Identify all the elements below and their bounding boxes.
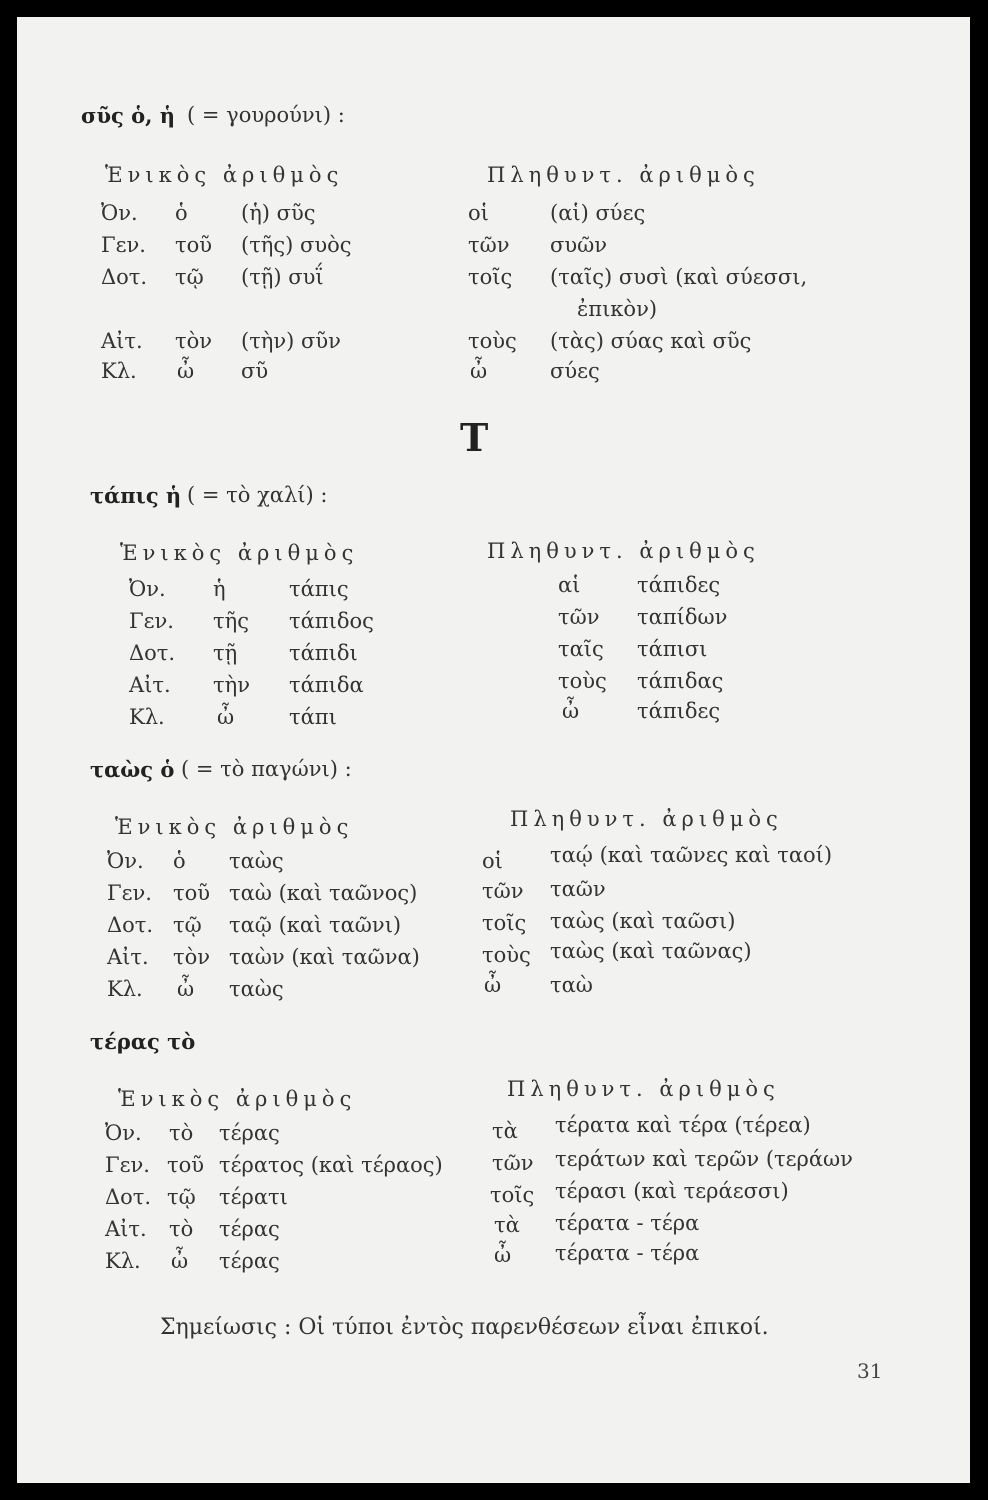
case-label: Ὀν. <box>129 577 166 601</box>
plural-form: τάπιδας <box>637 669 724 693</box>
gloss: ( = γουρούνι) : <box>187 103 345 127</box>
case-label: Κλ. <box>105 1249 141 1273</box>
singular-heading: Ἑνικὸς ἀριθμὸς <box>118 1087 357 1111</box>
plural-article: οἱ <box>468 201 489 225</box>
article: ὁ <box>175 201 188 225</box>
plural-article: τοῖς <box>468 265 513 289</box>
singular-heading: Ἑνικὸς ἀριθμὸς <box>105 163 344 187</box>
case-label: Ὀν. <box>105 1121 142 1145</box>
case-label: Αἰτ. <box>107 945 149 969</box>
plural-form: ταπίδων <box>637 605 728 629</box>
case-label: Γεν. <box>101 233 146 257</box>
plural-form: τέρατα - τέρα <box>555 1241 700 1265</box>
article: τοῦ <box>167 1153 205 1177</box>
plural-article: τοῖς <box>490 1183 535 1207</box>
case-label: Αἰτ. <box>129 673 171 697</box>
plural-article: τοὺς <box>558 669 607 693</box>
note-label: Σημείωσις <box>160 1315 277 1340</box>
plural-article: τῶν <box>468 233 510 257</box>
plural-article: οἱ <box>482 849 503 873</box>
case-label: Δοτ. <box>105 1185 152 1209</box>
article: ὦ <box>171 1249 189 1273</box>
form: τέρατι <box>219 1185 288 1209</box>
article: τῆς <box>213 609 249 633</box>
plural-form: τέρατα - τέρα <box>555 1211 700 1235</box>
headword: σῦς ὁ, ἡ <box>81 103 176 128</box>
article: τὸ <box>169 1121 194 1145</box>
form: ταῷ (καὶ ταῶνι) <box>229 913 402 937</box>
plural-form: ταὼ <box>550 973 593 997</box>
form: ταὼς <box>229 977 284 1001</box>
article: τῷ <box>167 1185 196 1209</box>
note <box>160 1317 769 1339</box>
singular-heading: Ἑνικὸς ἀριθμὸς <box>115 815 354 839</box>
article: τὴν <box>213 673 250 697</box>
plural-article: ὦ <box>494 1243 512 1267</box>
plural-heading: Πληθυντ. ἀριθμὸς <box>507 1077 780 1101</box>
headword: τάπις ἡ <box>90 483 182 508</box>
form: τάπιδα <box>289 673 364 697</box>
plural-article: τοὺς <box>482 943 531 967</box>
plural-heading: Πληθυντ. ἀριθμὸς <box>510 807 783 831</box>
case-label: Κλ. <box>129 705 165 729</box>
headword: τέρας τὸ <box>90 1029 196 1054</box>
form: ταὼς <box>229 849 284 873</box>
case-label: Γεν. <box>105 1153 150 1177</box>
plural-form-continued: ἐπικὸν) <box>577 297 658 321</box>
gloss: ( = τὸ χαλί) : <box>187 483 328 507</box>
case-label: Γεν. <box>129 609 174 633</box>
plural-article: ὦ <box>562 699 580 723</box>
case-label: Δοτ. <box>107 913 154 937</box>
article: ὁ <box>173 849 186 873</box>
book-page <box>17 17 970 1483</box>
plural-form: τέρατα καὶ τέρα (τέρεα) <box>555 1113 811 1137</box>
article: τῷ <box>175 265 204 289</box>
article: ὦ <box>177 359 195 383</box>
plural-article: αἱ <box>558 573 581 597</box>
plural-form: τάπιδες <box>637 699 721 723</box>
case-label: Δοτ. <box>129 641 176 665</box>
plural-heading: Πληθυντ. ἀριθμὸς <box>487 539 760 563</box>
plural-article: τῶν <box>492 1151 534 1175</box>
form: τέρατος (καὶ τέραος) <box>219 1153 443 1177</box>
article: τοῦ <box>175 233 213 257</box>
plural-form: τάπιδες <box>637 573 721 597</box>
plural-form: (αἱ) σύες <box>550 201 646 225</box>
article: τῇ <box>213 641 238 665</box>
form: τάπις <box>289 577 349 601</box>
letter-heading: Τ <box>460 415 489 460</box>
case-label: Κλ. <box>107 977 143 1001</box>
plural-form: (ταῖς) συσὶ (καὶ σύεσσι, <box>550 265 808 289</box>
form: τάπιδος <box>289 609 374 633</box>
headword: ταὼς ὁ <box>90 757 175 782</box>
form: ταὼν (καὶ ταῶνα) <box>229 945 420 969</box>
plural-article: τὰ <box>494 1213 520 1237</box>
article: ὦ <box>217 705 235 729</box>
form: (τὴν) σῦν <box>241 329 341 353</box>
plural-article: ὦ <box>470 359 488 383</box>
plural-article: τῶν <box>482 879 524 903</box>
case-label: Ὀν. <box>101 201 138 225</box>
plural-form: σύες <box>550 359 600 383</box>
form: ταὼ (καὶ ταῶνος) <box>229 881 418 905</box>
case-label: Γεν. <box>107 881 152 905</box>
form: τέρας <box>219 1217 280 1241</box>
form: τέρας <box>219 1249 280 1273</box>
form: σῦ <box>241 359 269 383</box>
article: ὦ <box>177 977 195 1001</box>
case-label: Δοτ. <box>101 265 148 289</box>
plural-heading: Πληθυντ. ἀριθμὸς <box>487 163 760 187</box>
plural-form: τάπισι <box>637 637 708 661</box>
plural-article: τῶν <box>558 605 600 629</box>
article: ἡ <box>213 577 226 601</box>
case-label: Αἰτ. <box>101 329 143 353</box>
plural-article: τοῖς <box>482 911 527 935</box>
plural-form: ταὼς (καὶ ταῶσι) <box>550 909 736 933</box>
form: τάπιδι <box>289 641 358 665</box>
article: τοῦ <box>173 881 211 905</box>
plural-article: ὦ <box>484 973 502 997</box>
plural-form: τέρασι (καὶ τεράεσσι) <box>555 1179 789 1203</box>
plural-form: τεράτων καὶ τερῶν (τεράων <box>555 1147 853 1171</box>
article: τὸ <box>169 1217 194 1241</box>
plural-article: ταῖς <box>558 637 604 661</box>
plural-form: (τὰς) σύας καὶ σῦς <box>550 329 752 353</box>
article: τῷ <box>173 913 202 937</box>
plural-article: τὰ <box>492 1119 518 1143</box>
gloss: ( = τὸ παγώνι) : <box>181 757 352 781</box>
form: (τῇ) συΐ <box>241 265 324 289</box>
plural-form: ταὼς (καὶ ταῶνας) <box>550 939 752 963</box>
article: τὸν <box>175 329 213 353</box>
form: (τῆς) συὸς <box>241 233 352 257</box>
singular-heading: Ἑνικὸς ἀριθμὸς <box>120 541 359 565</box>
form: τάπι <box>289 705 337 729</box>
article: τὸν <box>173 945 211 969</box>
plural-form: ταῴ (καὶ ταῶνες καὶ ταοί) <box>550 843 833 867</box>
case-label: Ὀν. <box>107 849 144 873</box>
page-number: 31 <box>857 1359 883 1383</box>
plural-article: τοὺς <box>468 329 517 353</box>
plural-form: ταῶν <box>550 877 606 901</box>
form: (ἡ) σῦς <box>241 201 316 225</box>
note-text: : Οἱ τύποι ἐντὸς παρενθέσεων εἶναι ἐπικοί. <box>283 1315 769 1340</box>
form: τέρας <box>219 1121 280 1145</box>
plural-form: συῶν <box>550 233 607 257</box>
case-label: Κλ. <box>101 359 137 383</box>
case-label: Αἰτ. <box>105 1217 147 1241</box>
